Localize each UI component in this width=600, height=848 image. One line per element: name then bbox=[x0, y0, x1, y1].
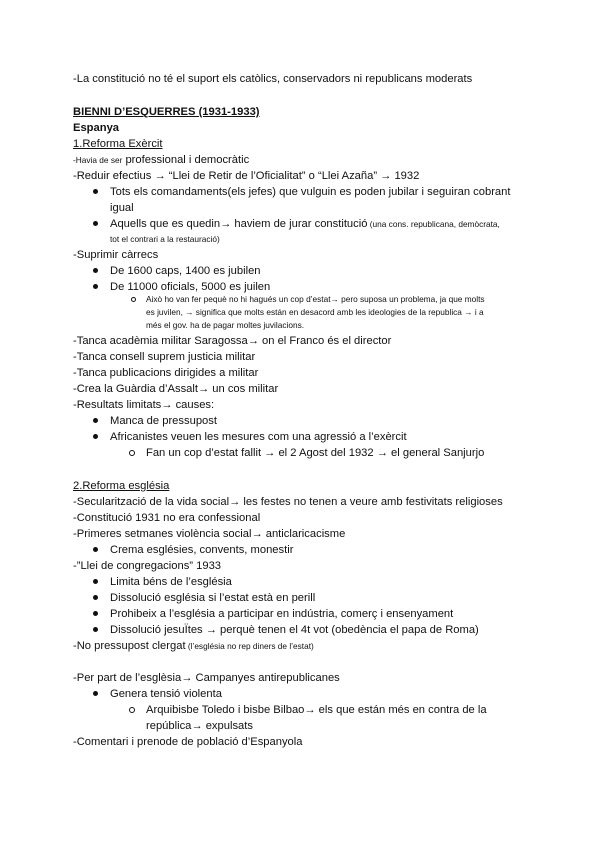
sub-item: Això ho van fer pequè no hi hagués un cop d’estat→ pero suposa un problema, ja que molts bbox=[146, 294, 485, 304]
bullet-icon bbox=[93, 418, 98, 423]
sub-item-continued: més el gov. ha de pagar moltes juvilacions. bbox=[146, 320, 305, 330]
text-line: -Primeres setmanes violència social→ anticlaricacisme bbox=[73, 528, 346, 540]
list-item: Africanistes veuen les mesures com una agressió a l’exèrcit bbox=[110, 431, 407, 443]
section-heading: BIENNI D’ESQUERRES (1931-1933) bbox=[73, 106, 260, 118]
sub-bullet-icon bbox=[129, 450, 135, 456]
sub-bullet-icon bbox=[131, 297, 136, 302]
text-line: -Resultats limitats→ causes: bbox=[73, 399, 215, 411]
list-item: Manca de pressupost bbox=[110, 415, 217, 427]
text-small: (una cons. republicana, demòcrata, bbox=[367, 219, 500, 229]
list-item: Dissolució jesuÏtes → perquè tenen el 4t vot (obedència el papa de Roma) bbox=[110, 624, 479, 636]
text-small: (l’església no rep diners de l’estat) bbox=[185, 641, 314, 651]
bullet-icon bbox=[93, 595, 98, 600]
text-line: -Per part de l’esglèsia→ Campanyes antirepublicanes bbox=[73, 672, 340, 684]
text-main: -No pressupost clergat bbox=[73, 640, 186, 652]
bullet-icon bbox=[93, 189, 98, 194]
bullet-icon bbox=[93, 547, 98, 552]
text-line: -Reduir efectius → “Llei de Retir de l’Oficialitat” o “Llei Azaña” → 1932 bbox=[73, 170, 420, 182]
text-line bbox=[73, 638, 314, 654]
text-line: -Crea la Guàrdia d’Assalt→ un cos militar bbox=[73, 383, 279, 395]
list-item bbox=[110, 216, 500, 232]
subheading: Espanya bbox=[73, 122, 120, 134]
list-item: Crema esglésies, convents, monestir bbox=[110, 544, 294, 556]
text-line: -Tanca publicacions dirigides a militar bbox=[73, 367, 259, 379]
list-item: Genera tensió violenta bbox=[110, 688, 222, 700]
text-line: -Tanca acadèmia militar Saragossa→ on el Franco és el director bbox=[73, 335, 392, 347]
list-item-continued: tot el contrari a la restauració) bbox=[110, 234, 220, 244]
text-line: -Comentari i prenode de població d’Espanyola bbox=[73, 736, 303, 748]
list-item: De 1600 caps, 1400 es jubilen bbox=[110, 265, 261, 277]
list-item: Prohibeix a l’església a participar en indústria, comerç i ensenyament bbox=[110, 608, 454, 620]
list-item: Tots els comandaments(els jefes) que vulguin es poden jubilar i seguiran cobrant bbox=[110, 186, 511, 198]
bullet-icon bbox=[93, 579, 98, 584]
sub-item-continued: es juvilen, → significa que molts están en desacord amb les ideologies de la republica → i a bbox=[146, 307, 484, 317]
text-line: -Tanca consell suprem justicia militar bbox=[73, 351, 256, 363]
bullet-icon bbox=[93, 221, 98, 226]
text-line: -Secularització de la vida social→ les festes no tenen a veure amb festivitats religioses bbox=[73, 496, 503, 508]
text-main: professional i democràtic bbox=[122, 154, 250, 166]
bullet-icon bbox=[93, 627, 98, 632]
section1-title: 1.Reforma Exèrcit bbox=[73, 138, 163, 150]
bullet-icon bbox=[93, 691, 98, 696]
text-line bbox=[73, 152, 249, 168]
bullet-icon bbox=[93, 611, 98, 616]
bullet-icon bbox=[93, 268, 98, 273]
sub-item-continued: república→ expulsats bbox=[146, 720, 253, 732]
intro-line: -La constitució no té el suport els catòlics, conservadors ni republicans moderats bbox=[73, 73, 473, 85]
list-item: Limita béns de l’església bbox=[110, 576, 232, 588]
list-item: Dissolució església si l’estat està en perill bbox=[110, 592, 316, 604]
sub-bullet-icon bbox=[129, 707, 135, 713]
bullet-icon bbox=[93, 284, 98, 289]
bullet-icon bbox=[93, 434, 98, 439]
sub-item: Arquibisbe Toledo i bisbe Bilbao→ els que están més en contra de la bbox=[146, 704, 487, 716]
list-item-continued: igual bbox=[110, 202, 134, 214]
sub-item: Fan un cop d’estat fallit → el 2 Agost del 1932 → el general Sanjurjo bbox=[146, 447, 485, 459]
section2-title: 2.Reforma església bbox=[73, 480, 170, 492]
text-line: -Suprimir càrrecs bbox=[73, 249, 159, 261]
list-item: De 11000 oficials, 5000 es juilen bbox=[110, 281, 271, 293]
text-main: Aquells que es quedin→ haviem de jurar constitució bbox=[110, 218, 368, 230]
text-line: -”Llei de congregacions” 1933 bbox=[73, 560, 222, 572]
text-small: -Havia de ser bbox=[73, 155, 123, 165]
text-line: -Constitució 1931 no era confessional bbox=[73, 512, 261, 524]
